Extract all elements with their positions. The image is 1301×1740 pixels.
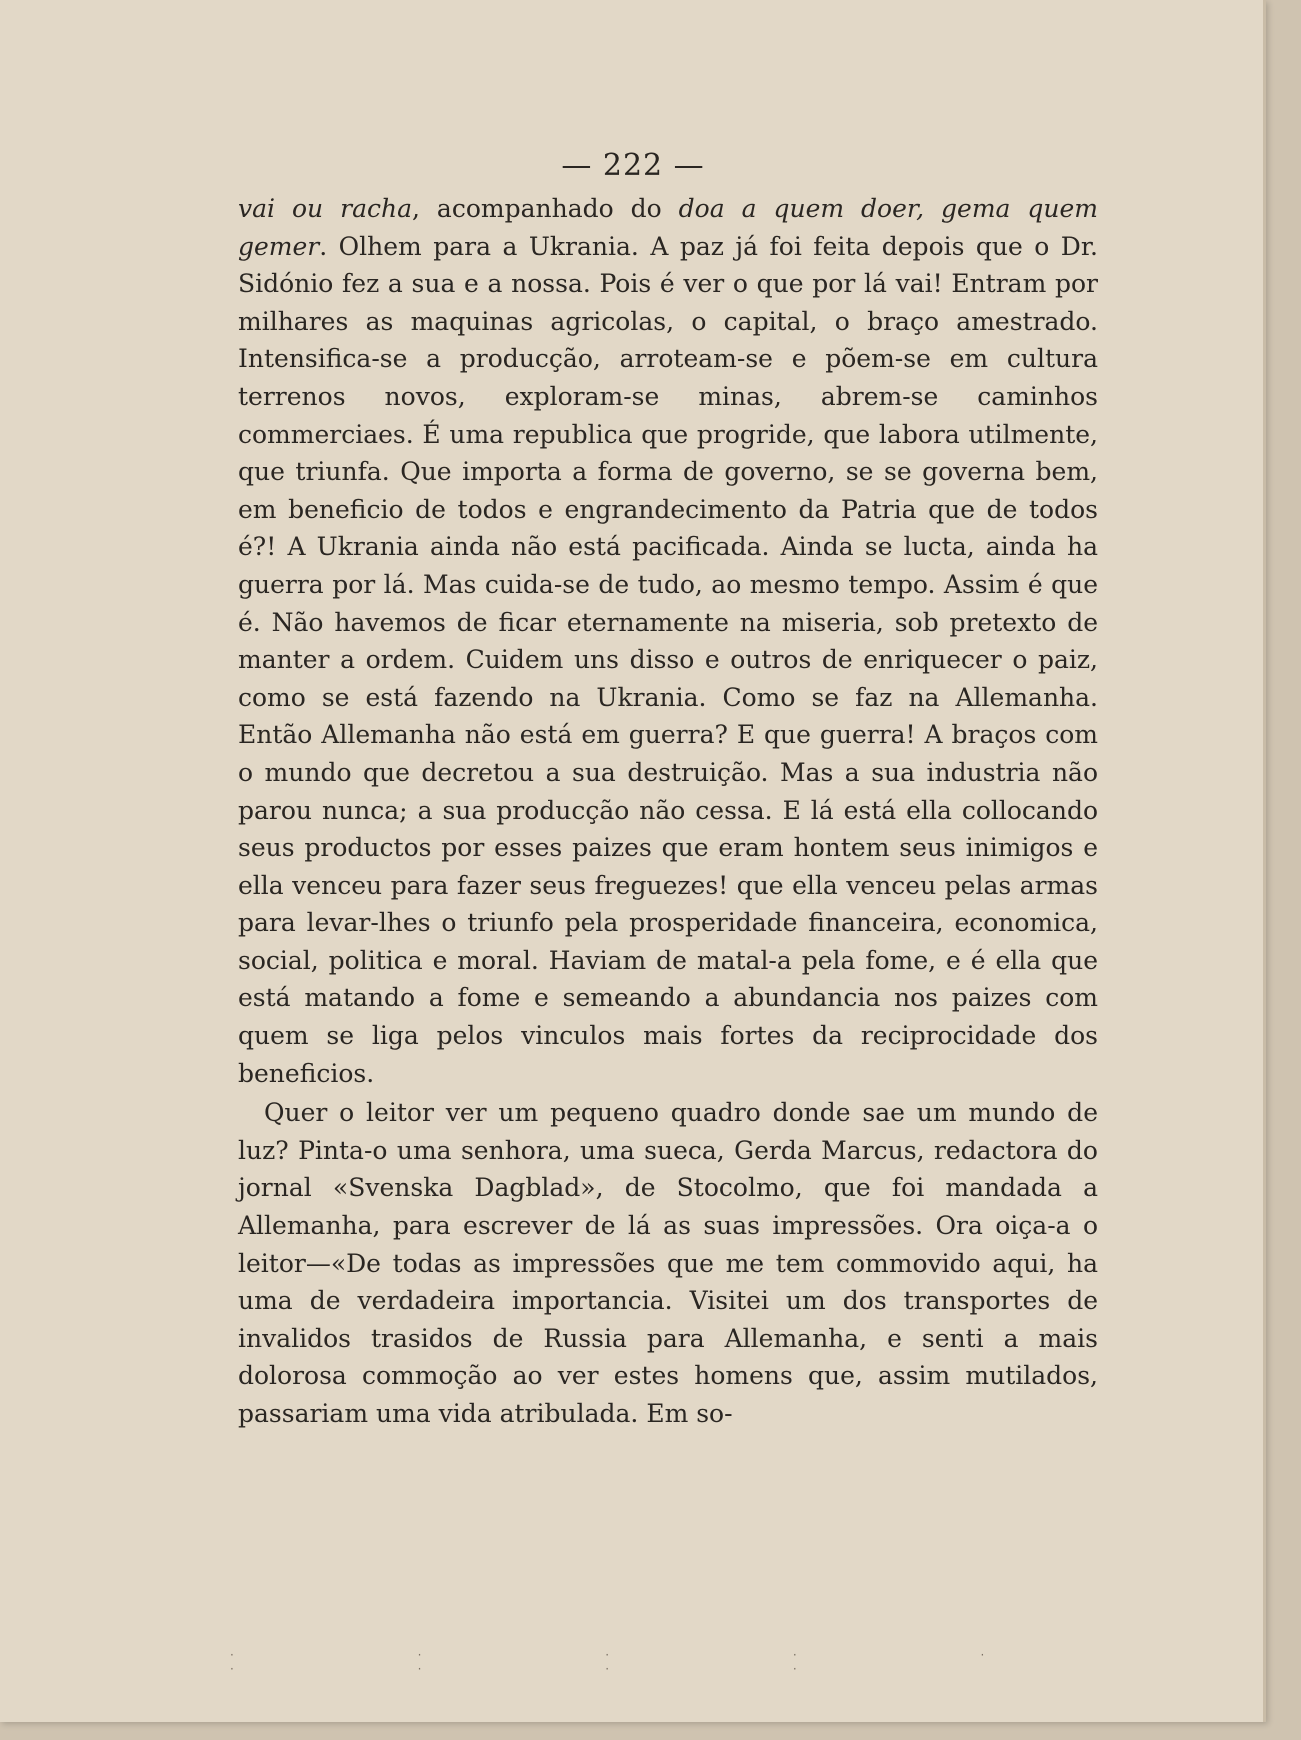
text-span: , acompanhado do: [412, 194, 679, 223]
text-span: doa a quem doer, gema quem gemer: [238, 194, 1099, 261]
body-text: [238, 190, 1098, 1433]
paragraph-1: [238, 190, 1098, 1092]
text-span: Quer o leitor ver um pequeno quadro donde sae um mundo de luz? Pinta-o uma senhora, uma sueca, Gerda Marcus, redactora do jornal «Svenska Dagblad», de Stocolmo, que foi mandada a Allemanha, para escrever de lá as suas impressões. Ora oiça-a o leitor—«De todas as impressões que me tem commovido aqui, ha uma de verdadeira importancia. Visitei um dos transportes de invalidos trasidos de Russia para Allemanha, e senti a mais dolorosa commoção ao ver estes homens que, assim mutilados, passariam uma vida atribulada. Em so-: [238, 1098, 1098, 1428]
paragraph-2: [238, 1094, 1098, 1432]
text-span: vai ou racha: [238, 194, 412, 223]
text-span: . Olhem para a Ukrania. A paz já foi feita depois que o Dr. Sidónio fez a sua e a nossa. Pois é ver o que por lá vai! Entram por milhares as maquinas agricolas, o capital, o braço amestrado. Intensifica-se a producção, arroteam-se e põem-se em cultura terrenos novos, exploram-se minas, abrem-se caminhos commerciaes. É uma republica que progride, que labora utilmente, que triunfa. Que importa a forma de governo, se se governa bem, em beneficio de todos e engrandecimento da Patria que de todos é?! A Ukrania ainda não está pacificada. Ainda se lucta, ainda ha guerra por lá. Mas cuida-se de tudo, ao mesmo tempo. Assim é que é. Não havemos de ficar eternamente na miseria, sob pretexto de manter a ordem. Cuidem uns disso e outros de enriquecer o paiz, como se está fazendo na Ukrania. Como se faz na Allemanha. Então Allemanha não está em guerra? E que guerra! A braços com o mundo que decretou a sua destruição. Mas a sua industria não parou nunca; a sua producção não cessa. E lá está ella collocando seus productos por esses paizes que eram hontem seus inimigos e ella venceu para fazer seus freguezes! que ella venceu pelas armas para levar-lhes o triunfo pela prosperidade financeira, economica, social, politica e moral. Haviam de matal-a pela fome, e é ella que está matando a fome e semeando a abundancia nos paizes com quem se liga pelos vinculos mais fortes da reciprocidade dos beneficios.: [238, 231, 1098, 1088]
print-specks: · · · · · · · · ·: [230, 1648, 1075, 1676]
page-number: — 222 —: [561, 148, 705, 183]
